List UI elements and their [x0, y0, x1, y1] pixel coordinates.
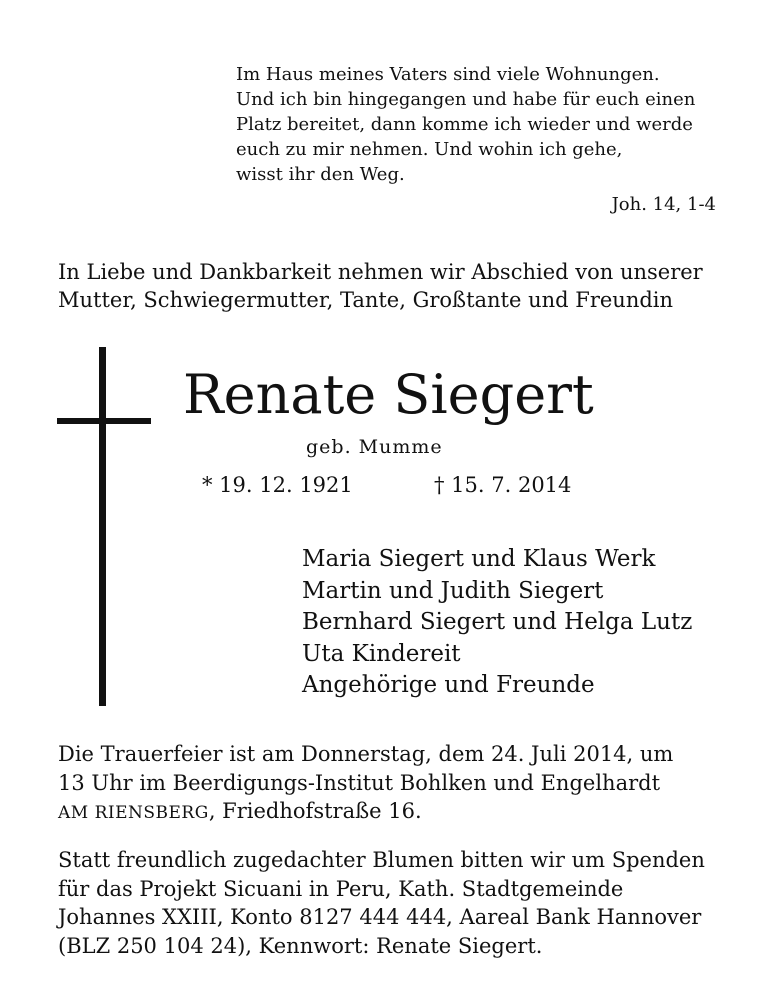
mourner: Angehörige und Freunde [302, 672, 595, 698]
funeral-line: Die Trauerfeier ist am Donnerstag, dem 24. Juli 2014, um [58, 742, 674, 766]
intro-line: Mutter, Schwiegermutter, Tante, Großtante und Freundin [58, 288, 674, 312]
intro-line: In Liebe und Dankbarkeit nehmen wir Abschied von unserer [58, 260, 703, 284]
bible-quote-line: Und ich bin hingegangen und habe für euch einen [236, 89, 696, 110]
intro-text [58, 258, 738, 314]
funeral-line: 13 Uhr im Beerdigungs-Institut Bohlken und Engelhardt [58, 770, 661, 795]
bible-quote-line: euch zu mir nehmen. Und wohin ich gehe, [236, 139, 623, 160]
deceased-name: Renate Siegert [183, 363, 594, 426]
bible-quote-line: Im Haus meines Vaters sind viele Wohnungen. [236, 64, 660, 85]
mourner: Martin und Judith Siegert [302, 577, 604, 604]
cross-icon-bar [57, 418, 151, 424]
death-date: † 15. 7. 2014 [434, 473, 572, 497]
mourner: Uta Kindereit [302, 640, 461, 667]
bible-reference: Joh. 14, 1-4 [611, 194, 716, 215]
bible-quote-line: wisst ihr den Weg. [236, 164, 405, 185]
funeral-location: AM RIENSBERG [58, 803, 209, 823]
mourner: Maria Siegert und Klaus Werk [302, 546, 656, 572]
funeral-info [58, 740, 718, 828]
birth-date: * 19. 12. 1921 [202, 473, 353, 497]
cross-icon [99, 347, 106, 706]
funeral-address: , Friedhofstraße 16. [208, 799, 422, 823]
bible-quote-line: Platz bereitet, dann komme ich wieder und werde [236, 114, 693, 135]
mourners-list [302, 544, 692, 702]
bible-quote [236, 62, 726, 215]
donation-line: (BLZ 250 104 24), Kennwort: Renate Siegert. [58, 933, 543, 958]
donation-line: Statt freundlich zugedachter Blumen bitten wir um Spenden [58, 848, 705, 872]
birth-name: geb. Mumme [306, 436, 443, 458]
funeral-line [58, 797, 718, 828]
donation-info [58, 846, 718, 960]
donation-line: Johannes XXIII, Konto 8127 444 444, Aareal Bank Hannover [58, 905, 702, 929]
mourner: Bernhard Siegert und Helga Lutz [302, 609, 693, 635]
donation-line: für das Projekt Sicuani in Peru, Kath. Stadtgemeinde [58, 876, 624, 901]
